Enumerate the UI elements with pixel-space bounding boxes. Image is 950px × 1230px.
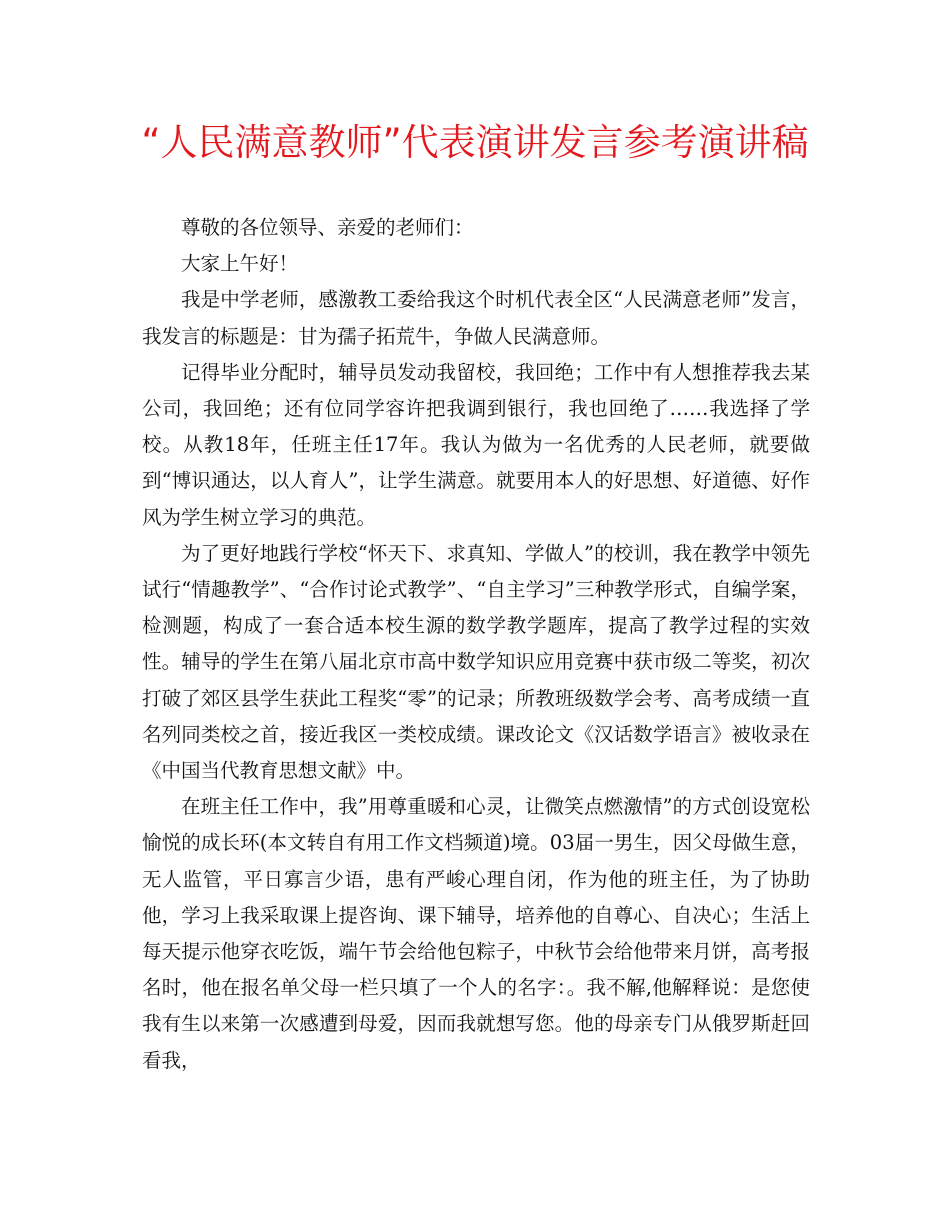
paragraph-intro: 我是中学老师，感激教工委给我这个时机代表全区“人民满意老师”发言，我发言的标题是：甘为孺子拓荒牛，争做人民满意师。 bbox=[142, 288, 810, 348]
salutation: 尊敬的各位领导、亲爱的老师们： bbox=[181, 216, 474, 239]
document-body bbox=[142, 210, 810, 1079]
paragraph-class-teacher: 在班主任工作中，我”用尊重暖和心灵，让微笑点燃激情”的方式创设宽松愉悦的成长环(本文转自有用工作文档频道)境。03届一男生，因父母做生意，无人监管，平日寡言少语，患有严峻心理自闭，作为他的班主任，为了协助他，学习上我采取课上提咨询、课下辅导，培养他的自尊心、自决心；生活上每天提示他穿衣吃饭，端午节会给他包粽子，中秋节会给他带来月饼，高考报名时，他在报名单父母一栏只填了一个人的名字：。我不解,他解释说：是您使我有生以来第一次感遭到母爱，因而我就想写您。他的母亲专门从俄罗斯赶回看我， bbox=[142, 795, 810, 1072]
document-title: “人民满意教师”代表演讲发言参考演讲稿 bbox=[141, 121, 809, 164]
paragraph-teaching: 为了更好地践行学校“怀天下、求真知、学做人”的校训，我在教学中领先试行“情趣教学”、“合作讨论式教学”、“自主学习”三种教学形式，自编学案，检测题，构成了一套合适本校生源的数学教学题库，提高了教学过程的实效性。辅导的学生在第八届北京市高中数学知识应用竞赛中获市级二等奖，初次打破了郊区县学生获此工程奖“零”的记录；所教班级数学会考、高考成绩一直名列同类校之首，接近我区一类校成绩。课改论文《汉话数学语言》被收录在《中国当代教育思想文献》中。 bbox=[142, 541, 810, 783]
greeting: 大家上午好！ bbox=[181, 252, 299, 276]
paragraph-career: 记得毕业分配时，辅导员发动我留校，我回绝；工作中有人想推荐我去某公司，我回绝；还有位同学容许把我调到银行，我也回绝了……我选择了学校。从教18年，任班主任17年。我认为做为一名优秀的人民老师，就要做到“博识通达，以人育人”，让学生满意。就要用本人的好思想、好道德、好作风为学生树立学习的典范。 bbox=[142, 360, 810, 529]
